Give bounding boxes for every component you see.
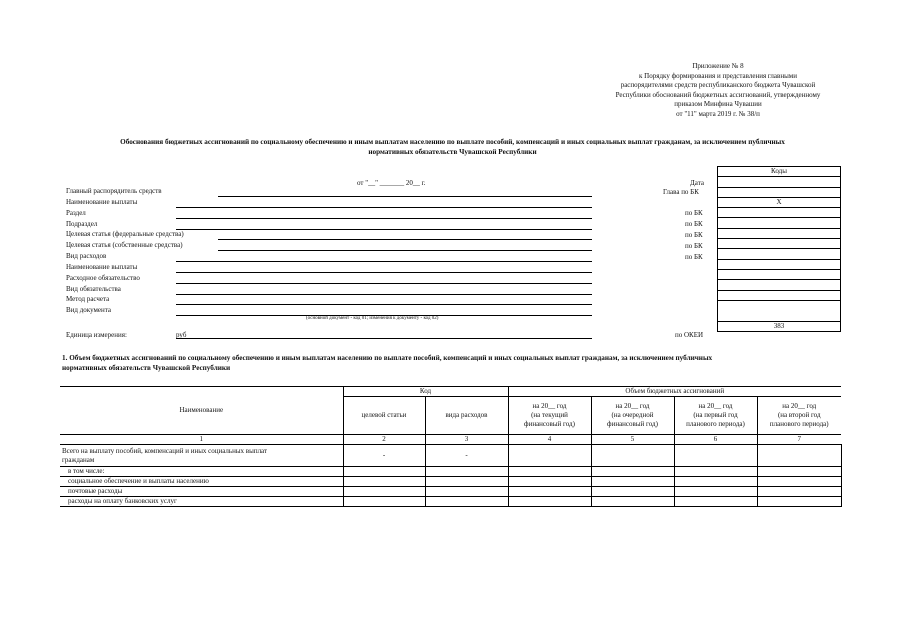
section-1-line: нормативных обязательств Чувашской Республики bbox=[62, 364, 231, 372]
field-vid-obyazatelstva: Вид обязательства bbox=[66, 285, 121, 293]
label-po-bk-cs-own: по БК bbox=[685, 242, 703, 250]
year-next-l3: финансовый год) bbox=[607, 420, 658, 428]
col-header-volume: Объем бюджетных ассигнований bbox=[508, 387, 841, 397]
value-cell[interactable] bbox=[343, 467, 425, 477]
value-cell[interactable] bbox=[674, 497, 757, 507]
col-header-year-plan1 bbox=[674, 397, 757, 435]
field-naimenovanie-vyplaty-2: Наименование выплаты bbox=[66, 263, 138, 271]
input-line[interactable] bbox=[176, 272, 592, 273]
value-cell[interactable] bbox=[757, 477, 841, 487]
col-num: 5 bbox=[591, 435, 674, 445]
col-num: 2 bbox=[343, 435, 425, 445]
appendix-line: приказом Минфина Чувашии bbox=[674, 100, 762, 109]
col-header-vr: вида расходов bbox=[425, 397, 508, 435]
value-cell[interactable] bbox=[343, 487, 425, 497]
value-cell[interactable] bbox=[674, 477, 757, 487]
input-line[interactable] bbox=[176, 294, 592, 295]
col-num: 3 bbox=[425, 435, 508, 445]
row-total-cs: - bbox=[343, 445, 425, 467]
label-po-bk-vr: по БК bbox=[685, 253, 703, 261]
unit-label: Единица измерения: bbox=[66, 331, 127, 339]
year-current-l2: (на текущий bbox=[531, 411, 568, 419]
code-cell-podrazdel[interactable] bbox=[718, 218, 841, 228]
value-cell[interactable] bbox=[757, 487, 841, 497]
title-line: нормативных обязательств Чувашской Республики bbox=[368, 148, 537, 156]
label-po-bk-podrazdel: по БК bbox=[685, 220, 703, 228]
field-vid-dokumenta: Вид документа bbox=[66, 306, 112, 314]
value-cell[interactable] bbox=[425, 487, 508, 497]
table-row bbox=[60, 487, 841, 497]
code-cell[interactable] bbox=[718, 290, 841, 300]
input-line[interactable] bbox=[218, 196, 592, 197]
section-1-line: 1. Объем бюджетных ассигнований по социальному обеспечению и иным выплатам населению по выплате пособий, компенсаций и иных социальных выплат гражданам, за исключением публичных bbox=[62, 354, 713, 362]
appendix-line: к Порядку формирования и представления главными bbox=[639, 71, 797, 80]
field-vid-rashodov: Вид расходов bbox=[66, 252, 107, 260]
year-current-l1: на 20__ год bbox=[532, 402, 567, 410]
appendix-line: Приложение № 8 bbox=[692, 62, 744, 70]
col-header-cs: целевой статьи bbox=[343, 397, 425, 435]
code-cell[interactable] bbox=[718, 259, 841, 269]
value-cell[interactable] bbox=[425, 467, 508, 477]
value-cell[interactable] bbox=[591, 467, 674, 477]
year-plan1-l3: планового периода) bbox=[686, 420, 745, 428]
doc-type-note: (основной документ - код 01; изменения к документу - код 02) bbox=[306, 316, 439, 321]
allocations-table bbox=[60, 386, 842, 507]
row-label: расходы на оплату банковских услуг bbox=[60, 497, 343, 507]
appendix-line: от "11" марта 2019 г. № 38/п bbox=[676, 109, 760, 118]
value-cell[interactable] bbox=[343, 477, 425, 487]
code-cell-x: X bbox=[718, 197, 841, 207]
value-cell[interactable] bbox=[508, 467, 591, 477]
document-title bbox=[60, 137, 845, 157]
codes-table bbox=[717, 166, 841, 332]
value-cell[interactable] bbox=[425, 497, 508, 507]
label-date: Дата bbox=[690, 179, 704, 187]
col-num: 6 bbox=[674, 435, 757, 445]
row-total-l2: гражданам bbox=[62, 455, 95, 464]
row-total-l1: Всего на выплату пособий, компенсаций и иных социальных выплат bbox=[62, 446, 268, 455]
field-glavny-rasporyaditel: Главный распорядитель средств bbox=[66, 187, 162, 195]
row-label: в том числе: bbox=[60, 467, 343, 477]
label-glava: Глава по БК bbox=[663, 188, 699, 196]
label-po-bk-razdel: по БК bbox=[685, 209, 703, 217]
section-1-heading bbox=[62, 353, 842, 373]
row-label: социальное обеспечение и выплаты населению bbox=[60, 477, 343, 487]
year-plan2-l3: планового периода) bbox=[769, 420, 829, 428]
field-cs-own: Целевая статья (собственные средства) bbox=[66, 241, 183, 249]
code-cell-vr[interactable] bbox=[718, 249, 841, 259]
year-plan2-l1: на 20__ год bbox=[782, 402, 817, 410]
field-podrazdel: Подраздел bbox=[66, 220, 98, 228]
value-cell[interactable] bbox=[674, 467, 757, 477]
label-po-okei: по ОКЕИ bbox=[675, 331, 704, 339]
value-cell[interactable] bbox=[757, 467, 841, 477]
value-cell[interactable] bbox=[508, 487, 591, 497]
col-header-code: Код bbox=[343, 387, 508, 397]
code-cell-okei: 383 bbox=[718, 321, 841, 331]
input-line[interactable] bbox=[176, 207, 592, 208]
input-line[interactable] bbox=[176, 283, 592, 284]
col-header-name: Наименование bbox=[60, 387, 343, 435]
table-row bbox=[60, 497, 841, 507]
value-cell[interactable] bbox=[757, 497, 841, 507]
input-line[interactable] bbox=[176, 261, 592, 262]
input-line[interactable] bbox=[176, 338, 592, 339]
year-current-l3: финансовый год) bbox=[524, 420, 575, 428]
value-cell[interactable] bbox=[508, 497, 591, 507]
year-next-l1: на 20__ год bbox=[615, 402, 650, 410]
table-row-total bbox=[60, 445, 841, 467]
col-num: 4 bbox=[508, 435, 591, 445]
value-cell[interactable] bbox=[757, 445, 841, 467]
input-line[interactable] bbox=[218, 239, 592, 240]
value-cell[interactable] bbox=[591, 487, 674, 497]
field-razdel: Раздел bbox=[66, 209, 86, 217]
appendix-line: Республики обоснований бюджетных ассигнований, утвержденному bbox=[615, 90, 821, 99]
unit-value: руб bbox=[176, 331, 187, 339]
input-line[interactable] bbox=[176, 229, 592, 230]
year-plan2-l2: (на второй год bbox=[777, 411, 821, 419]
input-line[interactable] bbox=[218, 250, 592, 251]
value-cell[interactable] bbox=[425, 477, 508, 487]
field-cs-federal: Целевая статья (федеральные средства) bbox=[66, 230, 184, 238]
code-cell[interactable] bbox=[718, 269, 841, 279]
value-cell[interactable] bbox=[674, 445, 757, 467]
codes-header: Коды bbox=[718, 167, 841, 177]
col-num: 7 bbox=[757, 435, 841, 445]
code-cell-doc[interactable] bbox=[718, 300, 841, 321]
field-rashodnoe-obyazatelstvo: Расходное обязательство bbox=[66, 274, 140, 282]
appendix-block bbox=[596, 62, 840, 120]
date-line: от "__" _______ 20__ г. bbox=[357, 179, 426, 187]
col-header-year-next bbox=[591, 397, 674, 435]
value-cell[interactable] bbox=[591, 497, 674, 507]
row-label: почтовые расходы bbox=[60, 487, 343, 497]
code-cell-cs-fed[interactable] bbox=[718, 228, 841, 238]
code-cell-razdel[interactable] bbox=[718, 208, 841, 218]
value-cell[interactable] bbox=[508, 445, 591, 467]
field-naimenovanie-vyplaty: Наименование выплаты bbox=[66, 198, 138, 206]
row-total-label bbox=[60, 445, 343, 467]
appendix-line: распорядителями средств республиканского бюджета Чувашской bbox=[620, 81, 816, 90]
value-cell[interactable] bbox=[508, 477, 591, 487]
value-cell[interactable] bbox=[343, 497, 425, 507]
input-line[interactable] bbox=[176, 304, 592, 305]
code-cell-glava[interactable] bbox=[718, 187, 841, 197]
year-next-l2: (на очередной bbox=[611, 411, 654, 419]
table-row bbox=[60, 477, 841, 487]
value-cell[interactable] bbox=[591, 445, 674, 467]
year-plan1-l1: на 20__ год bbox=[698, 402, 733, 410]
value-cell[interactable] bbox=[591, 477, 674, 487]
title-line: Обоснования бюджетных ассигнований по социальному обеспечению и иным выплатам населению по выплате пособий, компенсаций и иных социальных выплат гражданам, за исключением публичных bbox=[120, 138, 785, 146]
row-total-vr: - bbox=[425, 445, 508, 467]
input-line[interactable] bbox=[176, 218, 592, 219]
code-cell-date[interactable] bbox=[718, 177, 841, 187]
col-header-year-plan2 bbox=[757, 397, 841, 435]
table-row bbox=[60, 467, 841, 477]
field-metod-rascheta: Метод расчета bbox=[66, 295, 110, 303]
col-num: 1 bbox=[60, 435, 343, 445]
year-plan1-l2: (на первый год bbox=[693, 411, 738, 419]
value-cell[interactable] bbox=[674, 487, 757, 497]
col-header-year-current bbox=[508, 397, 591, 435]
label-po-bk-cs-fed: по БК bbox=[685, 231, 703, 239]
code-cell[interactable] bbox=[718, 280, 841, 290]
code-cell-cs-own[interactable] bbox=[718, 239, 841, 249]
